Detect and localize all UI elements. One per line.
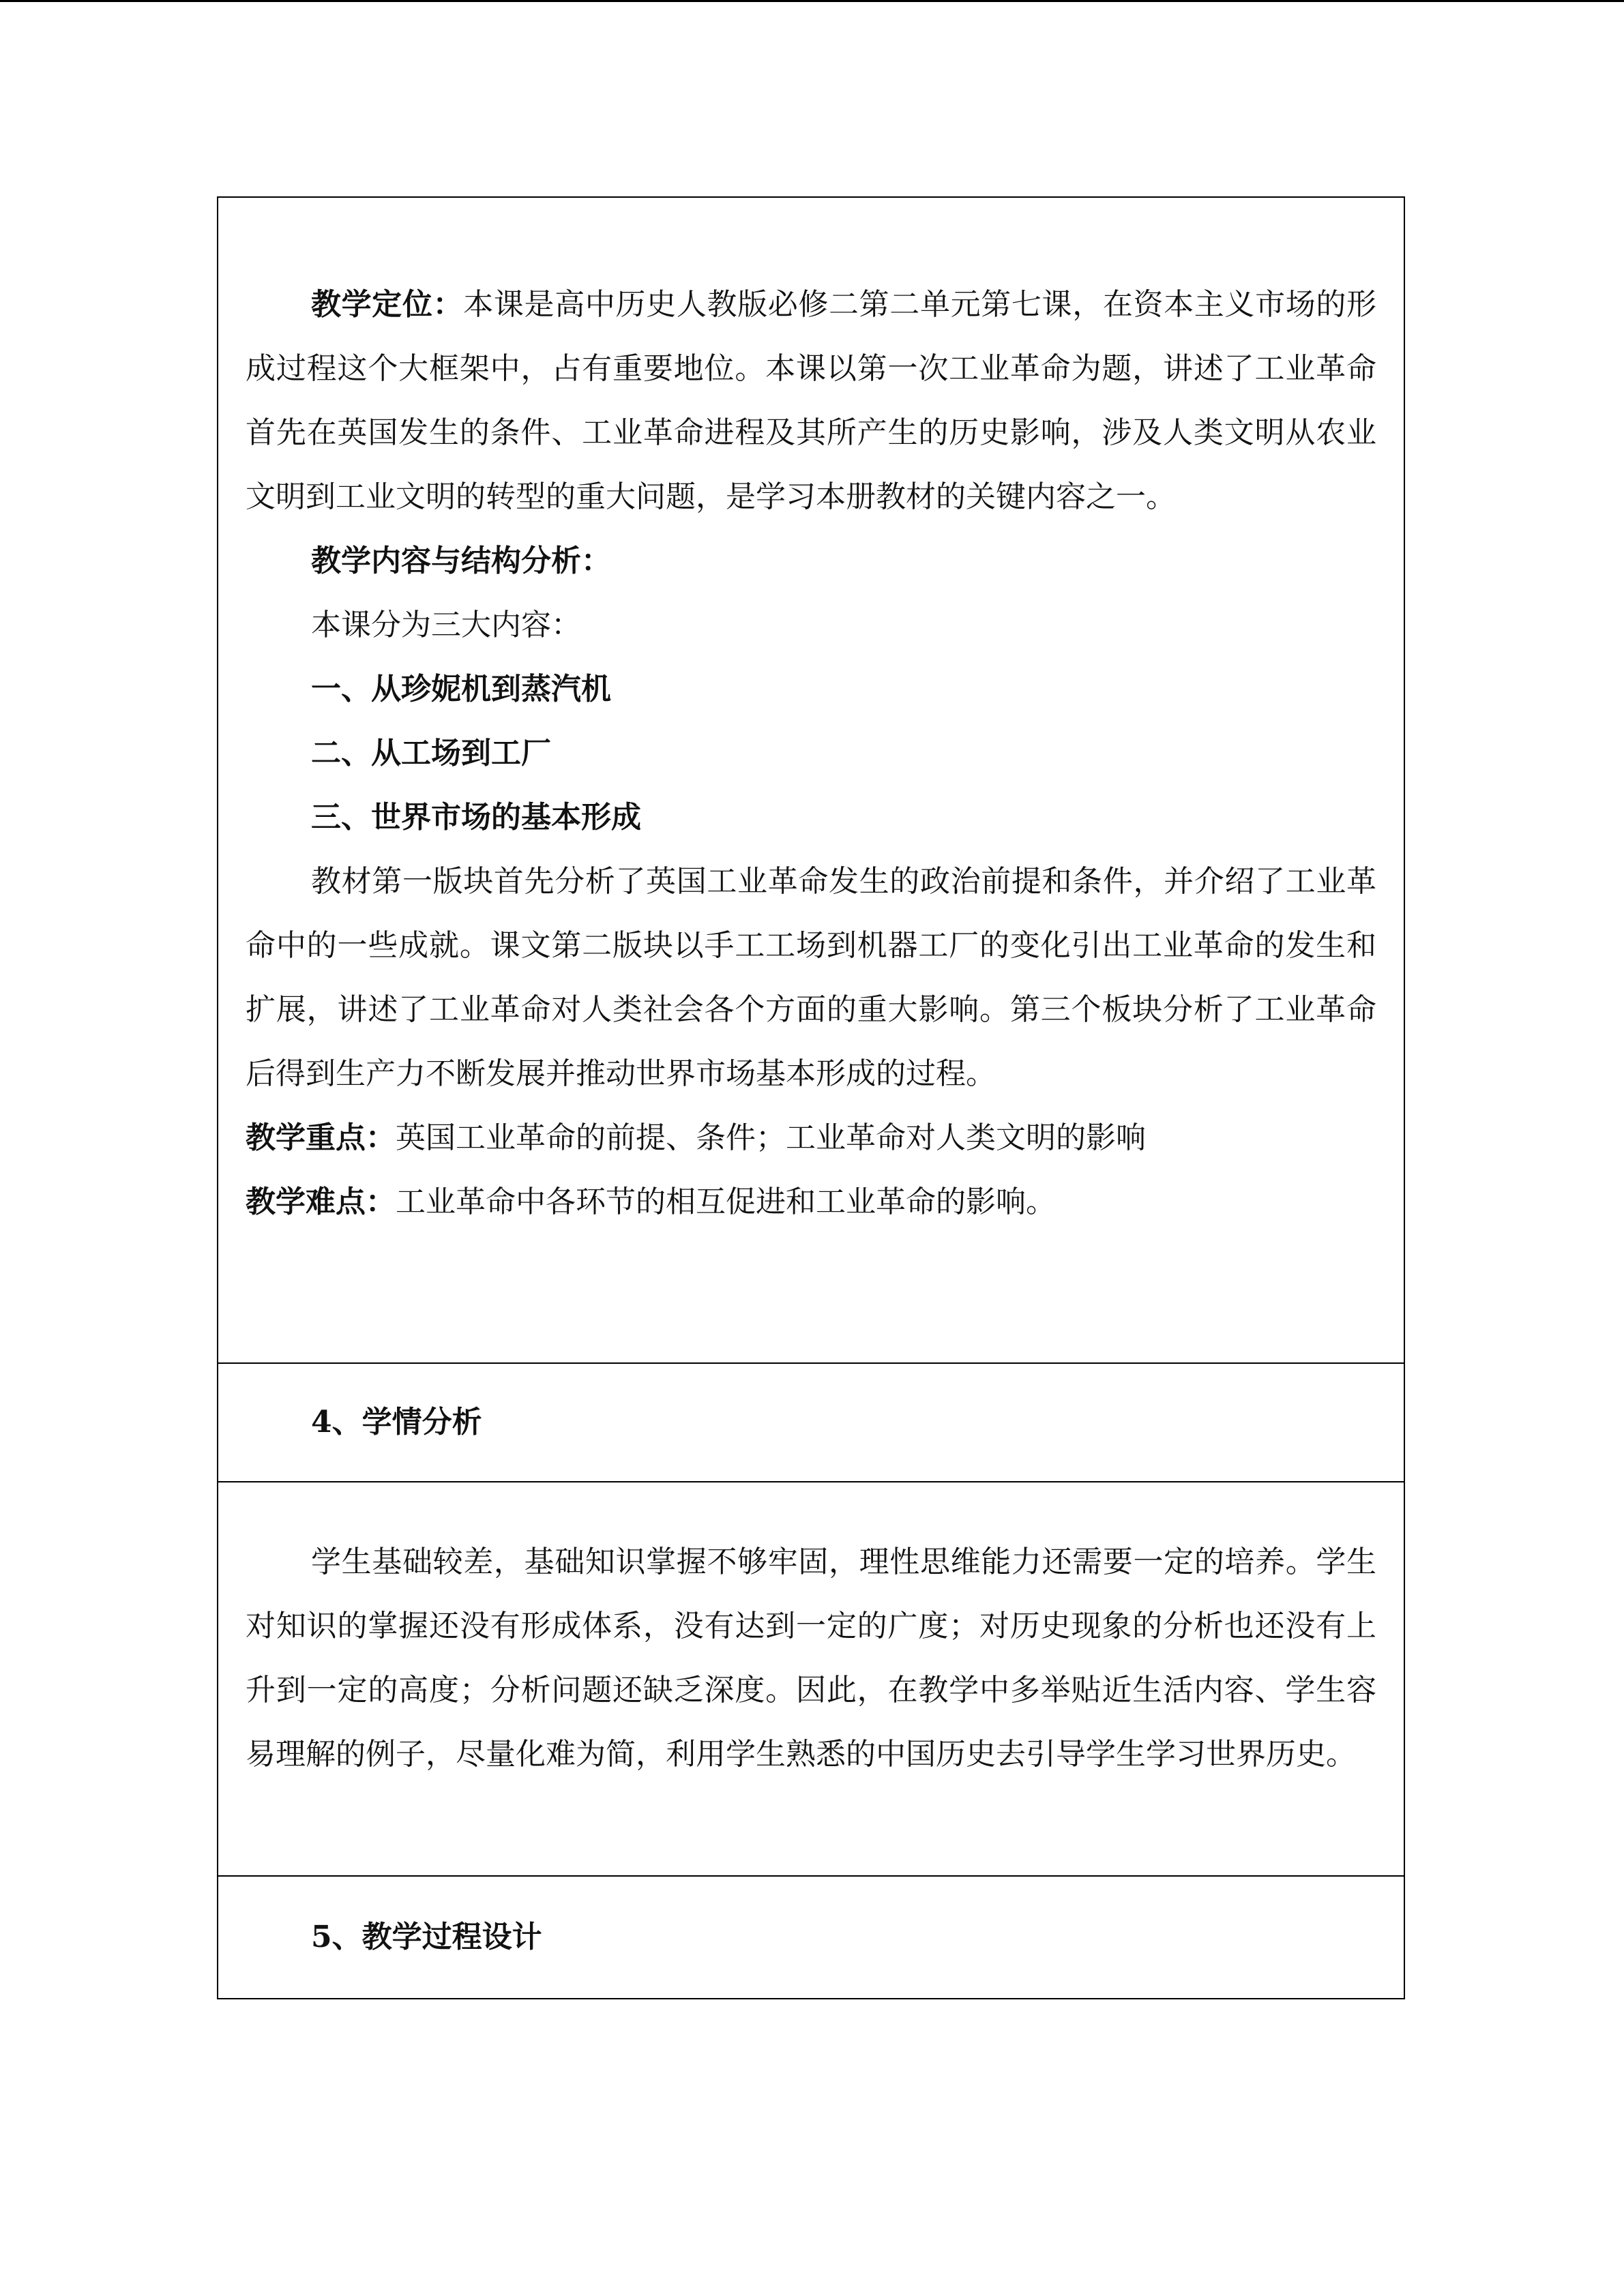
- page-top-border: [0, 0, 1624, 2]
- teaching-analysis-cell: [218, 197, 1404, 1363]
- difficulty-label: 教学难点：: [246, 1184, 396, 1219]
- teaching-positioning-label: 教学定位：: [311, 287, 464, 322]
- difficulty-text: 工业革命中各环节的相互促进和工业革命的影响。: [396, 1184, 1056, 1219]
- student-analysis-cell: [218, 1482, 1404, 1876]
- student-analysis-paragraph: 学生基础较差，基础知识掌握不够牢固，理性思维能力还需要一定的培养。学生对知识的掌握还没有形成体系，没有达到一定的广度；对历史现象的分析也还没有上升到一定的高度；分析问题还缺乏深度。因此，在教学中多举贴近生活内容、学生容易理解的例子，尽量化难为简，利用学生熟悉的中国历史去引导学生学习世界历史。: [246, 1545, 1376, 1772]
- key-point-text: 英国工业革命的前提、条件；工业革命对人类文明的影响: [396, 1120, 1146, 1155]
- textbook-analysis-paragraph: 教材第一版块首先分析了英国工业革命发生的政治前提和条件，并介绍了工业革命中的一些成就。课文第二版块以手工工场到机器工厂的变化引出工业革命的发生和扩展，讲述了工业革命对人类社会各个方面的重大影响。第三个板块分析了工业革命后得到生产力不断发展并推动世界市场基本形成的过程。: [246, 864, 1376, 1091]
- table-row: [218, 1482, 1404, 1876]
- student-analysis-heading: 4、学情分析: [311, 1405, 482, 1440]
- lesson-part-3: 三、世界市场的基本形成: [311, 800, 641, 835]
- process-design-heading: 5、教学过程设计: [311, 1920, 542, 1954]
- table-row: [218, 1363, 1404, 1482]
- table-row: [218, 1876, 1404, 1999]
- lesson-part-2: 二、从工场到工厂: [311, 736, 551, 771]
- table-row: [218, 197, 1404, 1363]
- teaching-positioning-paragraph: [246, 273, 1376, 529]
- lesson-plan-table: [217, 196, 1405, 1999]
- key-point-label: 教学重点：: [246, 1120, 396, 1155]
- content-structure-heading: 教学内容与结构分析：: [311, 543, 611, 578]
- process-design-heading-cell: [218, 1876, 1404, 1999]
- lesson-part-1: 一、从珍妮机到蒸汽机: [311, 672, 611, 706]
- teaching-positioning-text: 本课是高中历史人教版必修二第二单元第七课，在资本主义市场的形成过程这个大框架中，占有重要地位。本课以第一次工业革命为题，讲述了工业革命首先在英国发生的条件、工业革命进程及其所产生的历史影响，涉及人类文明从农业文明到工业文明的转型的重大问题，是学习本册教材的关键内容之一。: [246, 287, 1377, 514]
- content-intro: 本课分为三大内容：: [311, 608, 581, 642]
- key-point-line: [246, 1106, 1376, 1170]
- difficulty-line: [246, 1170, 1376, 1234]
- student-analysis-heading-cell: [218, 1363, 1404, 1482]
